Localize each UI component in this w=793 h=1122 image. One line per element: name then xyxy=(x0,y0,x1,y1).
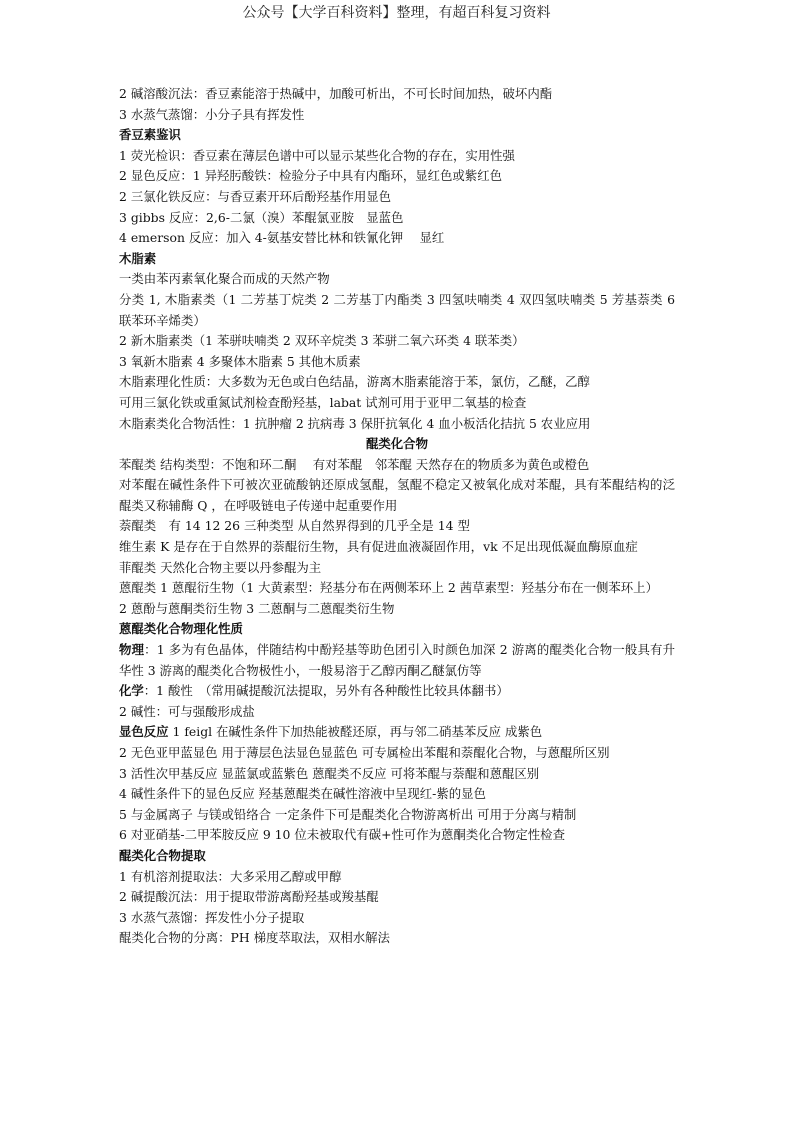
section-heading: 醌类化合物提取 xyxy=(119,847,206,863)
text-line: 可用三氯化铁或重氮试剂检查酚羟基，labat 试剂可用于亚甲二氧基的检查 xyxy=(119,394,527,410)
inline-label: 物理 xyxy=(119,642,145,658)
text-line: 6 对亚硝基-二甲苯胺反应 9 10 位未被取代有碳+性可作为蒽酮类化合物定性检查 xyxy=(119,827,565,843)
text-line: 醌类化合物的分离：PH 梯度萃取法，双相水解法 xyxy=(119,930,390,946)
text-line: 1 有机溶剂提取法：大多采用乙醇或甲醇 xyxy=(119,868,342,884)
text-line: 2 新木脂素类（1 苯骈呋喃类 2 双环辛烷类 3 苯骈二氧六环类 4 联苯类） xyxy=(119,333,525,349)
text-line: 2 无色亚甲蓝显色 用于薄层色法显色显蓝色 可专属检出苯醌和萘醌化合物，与蒽醌所区别 xyxy=(119,745,610,760)
text-paragraph xyxy=(119,640,675,681)
text-line: 4 emerson 反应：加入 4-氨基安替比林和铁氰化钾 显红 xyxy=(119,230,445,246)
section-heading: 木脂素 xyxy=(119,250,157,266)
inline-text: ：1 酸性 （常用碱提酸沉法提取，另外有各种酸性比较具体翻书） xyxy=(143,683,509,699)
inline-label: 显色反应 xyxy=(119,724,169,740)
text-paragraph: 维生素 K 是存在于自然界的萘醌衍生物，具有促进血液凝固作用，vk 不足出现低凝血酶原血症 xyxy=(119,539,638,555)
text-line: 菲醌类 天然化合物主要以丹参醌为主 xyxy=(119,559,322,575)
text-line xyxy=(119,681,675,702)
inline-label: 化学 xyxy=(119,683,144,699)
text-line xyxy=(119,722,675,743)
document-body xyxy=(119,84,675,949)
section-heading: 香豆素鉴识 xyxy=(119,127,181,143)
section-heading: 蒽醌类化合物理化性质 xyxy=(119,621,243,637)
text-line: 3 活性次甲基反应 显蓝氯或蓝紫色 蒽醌类不反应 可将苯醌与萘醌和蒽醌区别 xyxy=(119,765,540,781)
text-line: 木脂素理化性质：大多数为无色或白色结晶，游离木脂素能溶于苯，氯仿，乙醚，乙醇 xyxy=(119,374,590,390)
text-paragraph: 对苯醌在碱性条件下可被次亚硫酸钠还原成氢醌，氢醌不稳定又被氧化成对苯醌，具有苯醌结构的泛醌类又称辅酶 Q ，在呼吸链电子传递中起重要作用 xyxy=(119,477,675,513)
inline-text: ：1 多为有色晶体，伴随结构中酚羟基等助色团引入时颜色加深 2 游离的醌类化合物一般具有升华性 3 游离的醌类化合物极性小，一般易溶于乙醇丙酮乙醚氯仿等 xyxy=(119,642,675,678)
text-line: 2 碱提酸沉法：用于提取带游离酚羟基或羧基醌 xyxy=(119,889,379,905)
text-paragraph: 蒽醌类 1 蒽醌衍生物（1 大黄素型：羟基分布在两侧苯环上 2 茜草素型：羟基分布在一侧苯环上） xyxy=(119,580,658,596)
text-line: 一类由苯丙素氧化聚合而成的天然产物 xyxy=(119,271,330,287)
text-line: 2 三氯化铁反应：与香豆素开环后酚羟基作用显色 xyxy=(119,188,392,204)
text-line: 5 与金属离子 与镁或铅络合 一定条件下可是醌类化合物游离析出 可用于分离与精制 xyxy=(119,806,577,822)
text-line: 苯醌类 结构类型：不饱和环二酮 有对苯醌 邻苯醌 天然存在的物质多为黄色或橙色 xyxy=(119,456,590,472)
text-line: 3 水蒸气蒸馏：小分子具有挥发性 xyxy=(119,106,305,122)
text-line: 1 荧光检识：香豆素在薄层色谱中可以显示某些化合物的存在，实用性强 xyxy=(119,147,515,163)
text-line: 萘醌类 有 14 12 26 三种类型 从自然界得到的几乎全是 14 型 xyxy=(119,518,470,534)
text-line: 2 碱溶酸沉法：香豆素能溶于热碱中，加酸可析出，不可长时间加热，破坏内酯 xyxy=(119,86,553,101)
text-line: 3 gibbs 反应：2,6-二氯（溴）苯醌氯亚胺 显蓝色 xyxy=(119,209,404,225)
text-line: 3 水蒸气蒸馏：挥发性小分子提取 xyxy=(119,909,305,925)
text-paragraph: 分类 1, 木脂素类（1 二芳基丁烷类 2 二芳基丁内酯类 3 四氢呋喃类 4 双四氢呋喃类 5 芳基萘类 6 联苯环辛烯类） xyxy=(119,291,675,328)
text-line: 2 碱性：可与强酸形成盐 xyxy=(119,703,255,719)
section-heading-centered: 醌类化合物 xyxy=(366,436,428,452)
text-line: 4 碱性条件下的显色反应 羟基蒽醌类在碱性溶液中呈现红-紫的显色 xyxy=(119,786,486,802)
text-line: 2 显色反应：1 异羟肟酸铁：检验分子中具有内酯环，显红色或紫红色 xyxy=(119,168,502,184)
page-header: 公众号【大学百科资料】整理，有超百科复习资料 xyxy=(242,5,551,21)
text-line: 木脂素类化合物活性：1 抗肿瘤 2 抗病毒 3 保肝抗氧化 4 血小板活化拮抗 5 农业应用 xyxy=(119,415,591,431)
inline-text: 1 feigl 在碱性条件下加热能被醛还原，再与邻二硝基苯反应 成紫色 xyxy=(168,724,543,740)
text-line: 3 氧新木脂素 4 多聚体木脂素 5 其他木质素 xyxy=(119,353,361,369)
text-line: 2 蒽酚与蒽酮类衍生物 3 二蒽酮与二蒽醌类衍生物 xyxy=(119,600,395,616)
